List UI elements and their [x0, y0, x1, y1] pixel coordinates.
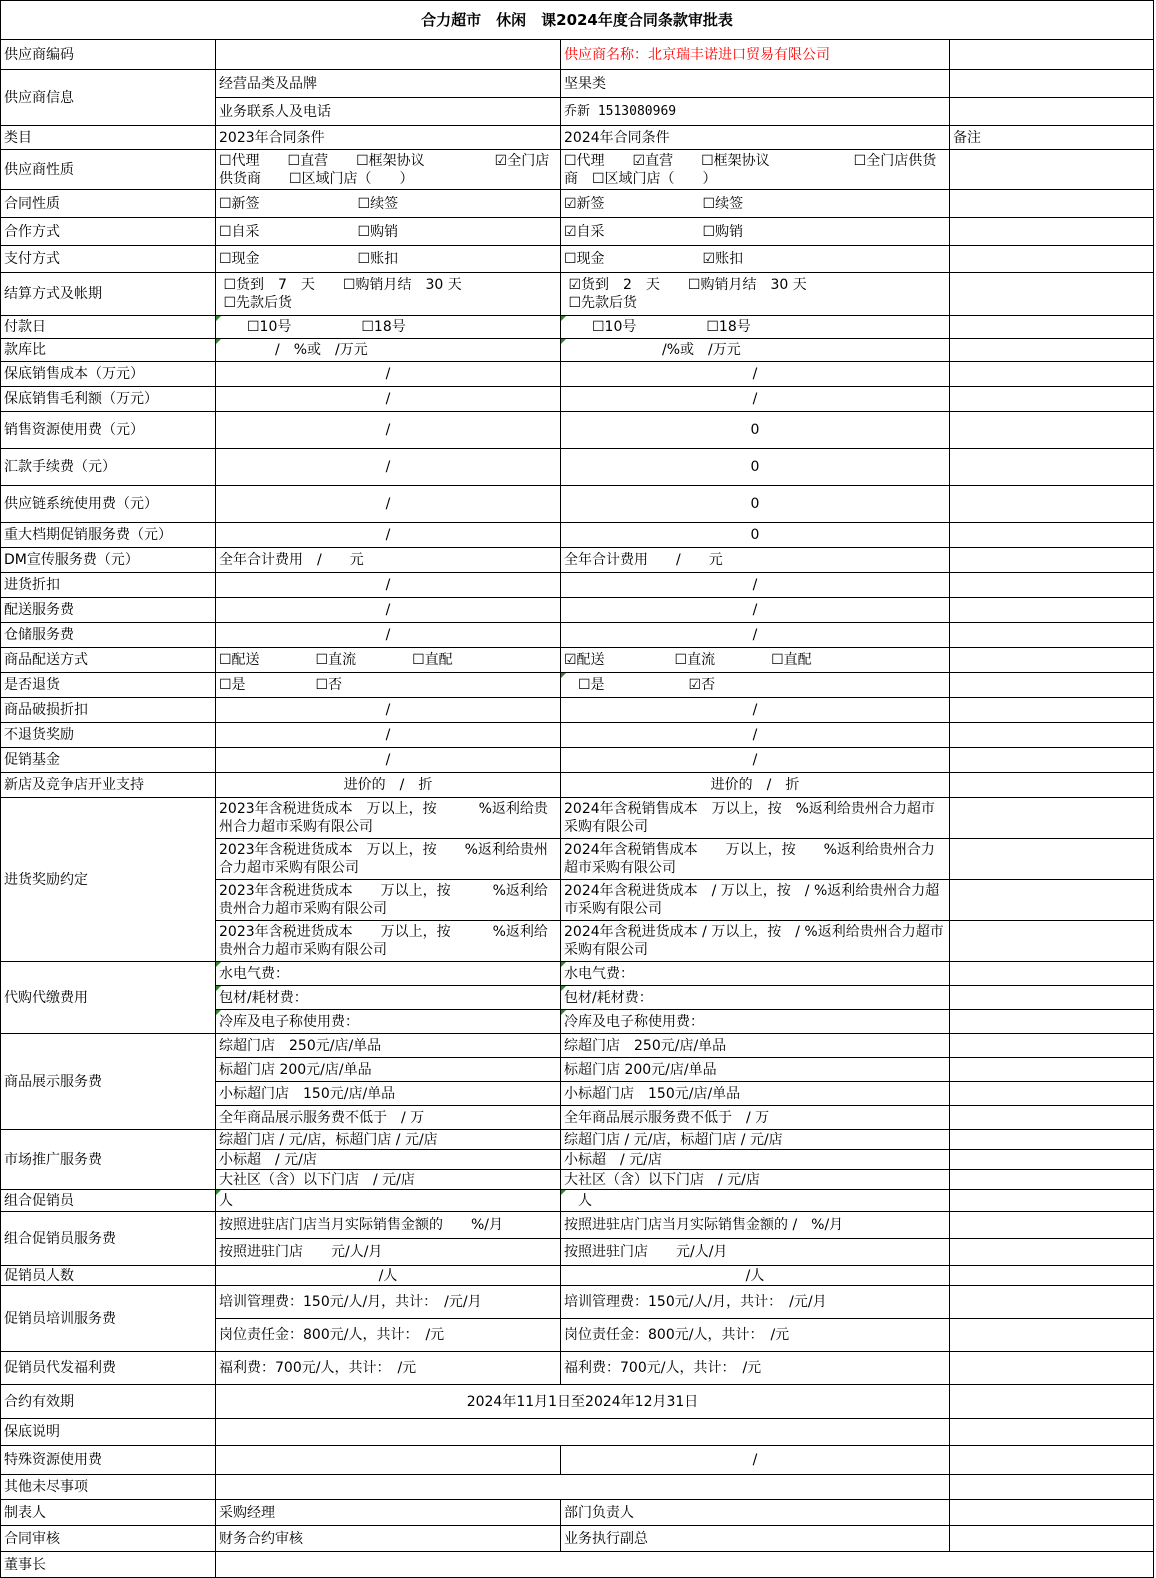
row-label-market-fee: 市场推广服务费	[1, 1130, 216, 1190]
department-head-label: 部门负责人	[561, 1500, 950, 1526]
rebate-2023-tier-4[interactable]: 2023年含税进货成本 万以上，按 %返利给贵州合力超市采购有限公司	[216, 921, 561, 962]
row-label-group-promoter: 组合促销员	[1, 1190, 216, 1212]
row-label-damage-discount: 商品破损折扣	[1, 698, 216, 723]
market-fee-2024-2[interactable]: 小标超 / 元/店	[561, 1150, 950, 1170]
supplier-nature-2023[interactable]: ☐代理 ☐直营 ☐框架协议 ☑全门店供货商 ☐区域门店（ ）	[216, 150, 561, 190]
returnable-2024[interactable]: ☐是 ☑否	[561, 673, 950, 698]
rebate-2024-tier-4[interactable]: 2024年含税进货成本 / 万以上，按 / %返利给贵州合力超市采购有限公司	[561, 921, 950, 962]
row-label-min-gross-profit: 保底销售毛利额（万元）	[1, 387, 216, 412]
deposit-fee-2024[interactable]: 岗位责任金：800元/人，共计： /元	[561, 1319, 950, 1352]
deposit-fee-2023[interactable]: 岗位责任金：800元/人，共计： /元	[216, 1319, 561, 1352]
remark-cell[interactable]	[950, 698, 1154, 723]
row-label-promoter-training: 促销员培训服务费	[1, 1286, 216, 1352]
row-label-supplier-code: 供应商编码	[1, 40, 216, 70]
row-label-supplier-nature: 供应商性质	[1, 150, 216, 190]
remit-fee-2023[interactable]: /	[216, 449, 561, 486]
row-label-new-store-support: 新店及竞争店开业支持	[1, 773, 216, 798]
returnable-2023[interactable]: ☐是 ☐否	[216, 673, 561, 698]
remark-cell[interactable]	[950, 150, 1154, 190]
ship-mode-2024[interactable]: ☑配送 ☐直流 ☐直配	[561, 648, 950, 673]
new-store-support-2024[interactable]: 进价的 / 折	[561, 773, 950, 798]
row-label-resource-fee: 销售资源使用费（元）	[1, 412, 216, 449]
proxy-packaging-2024[interactable]: 包材/耗材费：	[561, 986, 950, 1010]
market-fee-2023-3[interactable]: 大社区（含）以下门店 / 元/店	[216, 1170, 561, 1190]
row-label-stock-ratio: 款库比	[1, 339, 216, 362]
remark-cell[interactable]	[950, 40, 1154, 70]
remark-cell[interactable]	[950, 1526, 1154, 1552]
promo-fund-2023[interactable]: /	[216, 748, 561, 773]
group-promoter-2023[interactable]: 人	[216, 1190, 561, 1212]
proxy-cold-storage-2024[interactable]: 冷库及电子称使用费：	[561, 1010, 950, 1034]
remark-cell[interactable]	[950, 70, 1154, 98]
remark-cell[interactable]	[950, 1150, 1154, 1170]
delivery-fee-2024[interactable]: /	[561, 598, 950, 623]
category-brand-label: 经营品类及品牌	[216, 70, 561, 98]
remark-cell[interactable]	[950, 1319, 1154, 1352]
delivery-fee-2023[interactable]: /	[216, 598, 561, 623]
rebate-2024-tier-3[interactable]: 2024年含税进货成本 / 万以上，按 / %返利给贵州合力超市采购有限公司	[561, 880, 950, 921]
row-label-display-fee: 商品展示服务费	[1, 1034, 216, 1130]
remark-cell[interactable]	[950, 598, 1154, 623]
payday-2024[interactable]: ☐10号 ☐18号	[561, 316, 950, 339]
remark-cell[interactable]	[950, 523, 1154, 548]
ship-mode-2023[interactable]: ☐配送 ☐直流 ☐直配	[216, 648, 561, 673]
display-fee-2023-2[interactable]: 标超门店 200元/店/单品	[216, 1058, 561, 1082]
purchase-discount-2023[interactable]: /	[216, 573, 561, 598]
payment-2024[interactable]: ☐现金 ☑账扣	[561, 246, 950, 273]
storage-fee-2023[interactable]: /	[216, 623, 561, 648]
rebate-2024-tier-1[interactable]: 2024年含税销售成本 万以上，按 %返利给贵州合力超市采购有限公司	[561, 798, 950, 839]
remark-cell[interactable]	[950, 1106, 1154, 1130]
remark-cell[interactable]	[950, 246, 1154, 273]
settlement-2023[interactable]: ☐货到 7 天 ☐购销月结 30 天 ☐先款后货	[216, 273, 561, 316]
display-fee-2023-1[interactable]: 综超门店 250元/店/单品	[216, 1034, 561, 1058]
remark-cell[interactable]	[950, 748, 1154, 773]
market-fee-2023-2[interactable]: 小标超 / 元/店	[216, 1150, 561, 1170]
row-label-delivery-fee: 配送服务费	[1, 598, 216, 623]
rebate-2023-tier-3[interactable]: 2023年含税进货成本 万以上，按 %返利给贵州合力超市采购有限公司	[216, 880, 561, 921]
row-label-chairman: 董事长	[1, 1552, 216, 1578]
row-label-payment: 支付方式	[1, 246, 216, 273]
row-label-group-promoter-fee: 组合促销员服务费	[1, 1212, 216, 1266]
welfare-fee-2023[interactable]: 福利费：700元/人，共计： /元	[216, 1352, 561, 1385]
training-fee-2023[interactable]: 培训管理费：150元/人/月，共计： /元/月	[216, 1286, 561, 1319]
supplier-name: 供应商名称：北京瑞丰诺进口贸易有限公司	[561, 40, 950, 70]
remark-cell[interactable]	[950, 98, 1154, 126]
row-label-storage-fee: 仓储服务费	[1, 623, 216, 648]
contract-type-2024[interactable]: ☑新签 ☐续签	[561, 190, 950, 218]
executive-vp-label: 业务执行副总	[561, 1526, 950, 1552]
display-fee-2024-3[interactable]: 小标超门店 150元/店/单品	[561, 1082, 950, 1106]
row-label-preparer: 制表人	[1, 1500, 216, 1526]
payment-2023[interactable]: ☐现金 ☐账扣	[216, 246, 561, 273]
finance-review-label: 财务合约审核	[216, 1526, 561, 1552]
min-gross-profit-2023[interactable]: /	[216, 387, 561, 412]
remark-cell[interactable]	[950, 1352, 1154, 1385]
group-promoter-fee-2023-b[interactable]: 按照进驻门店 元/人/月	[216, 1239, 561, 1266]
contract-type-2023[interactable]: ☐新签 ☐续签	[216, 190, 561, 218]
remark-cell[interactable]	[950, 362, 1154, 387]
supply-chain-fee-2023[interactable]: /	[216, 486, 561, 523]
proxy-packaging-2023[interactable]: 包材/耗材费：	[216, 986, 561, 1010]
group-promoter-2024[interactable]: 人	[561, 1190, 950, 1212]
remark-cell[interactable]	[950, 1058, 1154, 1082]
row-label-category: 类目	[1, 126, 216, 150]
special-resource-2023[interactable]	[216, 1446, 561, 1475]
settlement-2024[interactable]: ☑货到 2 天 ☐购销月结 30 天 ☐先款后货	[561, 273, 950, 316]
remark-cell[interactable]	[950, 839, 1154, 880]
display-fee-2024-2[interactable]: 标超门店 200元/店/单品	[561, 1058, 950, 1082]
group-promoter-fee-2024-b[interactable]: 按照进驻门店 元/人/月	[561, 1239, 950, 1266]
supplier-nature-2024[interactable]: ☐代理 ☑直营 ☐框架协议 ☐全门店供货商 ☐区域门店（ ）	[561, 150, 950, 190]
remark-cell[interactable]	[950, 412, 1154, 449]
training-fee-2024[interactable]: 培训管理费：150元/人/月，共计： /元/月	[561, 1286, 950, 1319]
row-label-promoter-welfare: 促销员代发福利费	[1, 1352, 216, 1385]
rebate-2023-tier-2[interactable]: 2023年含税进货成本 万以上，按 %返利给贵州合力超市采购有限公司	[216, 839, 561, 880]
min-sales-cost-2023[interactable]: /	[216, 362, 561, 387]
resource-fee-2023[interactable]: /	[216, 412, 561, 449]
header-2024-conditions: 2024年合同条件	[561, 126, 950, 150]
display-fee-2024-4[interactable]: 全年商品展示服务费不低于 / 万	[561, 1106, 950, 1130]
row-label-min-sales-cost: 保底销售成本（万元）	[1, 362, 216, 387]
welfare-fee-2024[interactable]: 福利费：700元/人，共计： /元	[561, 1352, 950, 1385]
remark-cell[interactable]	[950, 723, 1154, 748]
remark-cell[interactable]	[950, 1419, 1154, 1446]
remark-cell[interactable]	[950, 218, 1154, 246]
remark-cell[interactable]	[950, 1239, 1154, 1266]
remark-cell[interactable]	[950, 880, 1154, 921]
guarantee-value[interactable]	[216, 1419, 950, 1446]
remark-cell[interactable]	[950, 387, 1154, 412]
remark-cell[interactable]	[950, 1500, 1154, 1526]
dm-fee-2023[interactable]: 全年合计费用 / 元	[216, 548, 561, 573]
market-fee-2024-1[interactable]: 综超门店 / 元/店，标超门店 / 元/店	[561, 1130, 950, 1150]
purchase-discount-2024[interactable]: /	[561, 573, 950, 598]
promo-fund-2024[interactable]: /	[561, 748, 950, 773]
remark-cell[interactable]	[950, 1212, 1154, 1239]
remark-cell[interactable]	[950, 573, 1154, 598]
promo-fee-2024[interactable]: 0	[561, 523, 950, 548]
remark-cell[interactable]	[950, 648, 1154, 673]
remark-cell[interactable]	[950, 1034, 1154, 1058]
page-title: 合力超市 休闲 课2024年度合同条款审批表	[1, 1, 1154, 40]
row-label-supplier-info: 供应商信息	[1, 70, 216, 126]
row-label-dm-fee: DM宣传服务费（元）	[1, 548, 216, 573]
rebate-2024-tier-2[interactable]: 2024年含税销售成本 万以上，按 %返利给贵州合力超市采购有限公司	[561, 839, 950, 880]
remark-cell[interactable]	[950, 1190, 1154, 1212]
header-2023-conditions: 2023年合同条件	[216, 126, 561, 150]
remit-fee-2024[interactable]: 0	[561, 449, 950, 486]
remark-cell[interactable]	[950, 921, 1154, 962]
contact-label: 业务联系人及电话	[216, 98, 561, 126]
row-label-other: 其他未尽事项	[1, 1475, 216, 1500]
supply-chain-fee-2024[interactable]: 0	[561, 486, 950, 523]
header-remark: 备注	[950, 126, 1154, 150]
remark-cell[interactable]	[950, 1385, 1154, 1419]
remark-cell[interactable]	[950, 1010, 1154, 1034]
remark-cell[interactable]	[950, 1446, 1154, 1475]
remark-cell[interactable]	[950, 190, 1154, 218]
group-promoter-fee-2024-a[interactable]: 按照进驻店门店当月实际销售金额的 / %/月	[561, 1212, 950, 1239]
purchase-manager-label: 采购经理	[216, 1500, 561, 1526]
remark-cell[interactable]	[950, 1475, 1154, 1500]
display-fee-2023-4[interactable]: 全年商品展示服务费不低于 / 万	[216, 1106, 561, 1130]
row-label-purchase-discount: 进货折扣	[1, 573, 216, 598]
market-fee-2024-3[interactable]: 大社区（含）以下门店 / 元/店	[561, 1170, 950, 1190]
special-resource-2024[interactable]: /	[561, 1446, 950, 1475]
row-label-settlement: 结算方式及帐期	[1, 273, 216, 316]
resource-fee-2024[interactable]: 0	[561, 412, 950, 449]
row-label-purchase-rebate: 进货奖励约定	[1, 798, 216, 962]
row-label-contract-review: 合同审核	[1, 1526, 216, 1552]
new-store-support-2023[interactable]: 进价的 / 折	[216, 773, 561, 798]
row-label-no-return-reward: 不退货奖励	[1, 723, 216, 748]
row-label-promoter-count: 促销员人数	[1, 1266, 216, 1286]
validity-period[interactable]: 2024年11月1日至2024年12月31日	[216, 1385, 950, 1419]
display-fee-2023-3[interactable]: 小标超门店 150元/店/单品	[216, 1082, 561, 1106]
no-return-reward-2023[interactable]: /	[216, 723, 561, 748]
remark-cell[interactable]	[950, 986, 1154, 1010]
remark-cell[interactable]	[950, 449, 1154, 486]
cooperation-2024[interactable]: ☑自采 ☐购销	[561, 218, 950, 246]
remark-cell[interactable]	[950, 623, 1154, 648]
remark-cell[interactable]	[950, 316, 1154, 339]
min-gross-profit-2024[interactable]: /	[561, 387, 950, 412]
cooperation-2023[interactable]: ☐自采 ☐购销	[216, 218, 561, 246]
category-brand-value: 坚果类	[561, 70, 950, 98]
row-label-remit-fee: 汇款手续费（元）	[1, 449, 216, 486]
contact-value: 乔新 1513080969	[561, 98, 950, 126]
supplier-code-value[interactable]	[216, 40, 561, 70]
remark-cell[interactable]	[950, 798, 1154, 839]
promoter-count-2023[interactable]: /人	[216, 1266, 561, 1286]
row-label-promo-fee: 重大档期促销服务费（元）	[1, 523, 216, 548]
row-label-returnable: 是否退货	[1, 673, 216, 698]
stock-ratio-2024[interactable]: /%或 /万元	[561, 339, 950, 362]
promoter-count-2024[interactable]: /人	[561, 1266, 950, 1286]
no-return-reward-2024[interactable]: /	[561, 723, 950, 748]
group-promoter-fee-2023-a[interactable]: 按照进驻店门店当月实际销售金额的 %/月	[216, 1212, 561, 1239]
stock-ratio-2023[interactable]: / %或 /万元	[216, 339, 561, 362]
display-fee-2024-1[interactable]: 综超门店 250元/店/单品	[561, 1034, 950, 1058]
row-label-payday: 付款日	[1, 316, 216, 339]
remark-cell[interactable]	[950, 962, 1154, 986]
storage-fee-2024[interactable]: /	[561, 623, 950, 648]
row-label-validity: 合约有效期	[1, 1385, 216, 1419]
remark-cell[interactable]	[950, 273, 1154, 316]
rebate-2023-tier-1[interactable]: 2023年含税进货成本 万以上，按 %返利给贵州合力超市采购有限公司	[216, 798, 561, 839]
row-label-contract-type: 合同性质	[1, 190, 216, 218]
remark-cell[interactable]	[950, 1286, 1154, 1319]
row-label-guarantee: 保底说明	[1, 1419, 216, 1446]
remark-cell[interactable]	[950, 773, 1154, 798]
row-label-cooperation: 合作方式	[1, 218, 216, 246]
remark-cell[interactable]	[950, 548, 1154, 573]
min-sales-cost-2024[interactable]: /	[561, 362, 950, 387]
other-value[interactable]	[216, 1475, 950, 1500]
damage-discount-2024[interactable]: /	[561, 698, 950, 723]
damage-discount-2023[interactable]: /	[216, 698, 561, 723]
promo-fee-2023[interactable]: /	[216, 523, 561, 548]
remark-cell[interactable]	[950, 673, 1154, 698]
remark-cell[interactable]	[950, 486, 1154, 523]
row-label-special-resource: 特殊资源使用费	[1, 1446, 216, 1475]
row-label-proxy-fees: 代购代缴费用	[1, 962, 216, 1034]
payday-2023[interactable]: ☐10号 ☐18号	[216, 316, 561, 339]
remark-cell[interactable]	[950, 1082, 1154, 1106]
remark-cell[interactable]	[950, 339, 1154, 362]
market-fee-2023-1[interactable]: 综超门店 / 元/店，标超门店 / 元/店	[216, 1130, 561, 1150]
remark-cell[interactable]	[950, 1130, 1154, 1150]
proxy-utility-2023[interactable]: 水电气费：	[216, 962, 561, 986]
proxy-cold-storage-2023[interactable]: 冷库及电子称使用费：	[216, 1010, 561, 1034]
remark-cell[interactable]	[950, 1170, 1154, 1190]
row-label-supply-chain-fee: 供应链系统使用费（元）	[1, 486, 216, 523]
remark-cell[interactable]	[950, 1266, 1154, 1286]
dm-fee-2024[interactable]: 全年合计费用 / 元	[561, 548, 950, 573]
row-label-promo-fund: 促销基金	[1, 748, 216, 773]
proxy-utility-2024[interactable]: 水电气费：	[561, 962, 950, 986]
row-label-ship-mode: 商品配送方式	[1, 648, 216, 673]
